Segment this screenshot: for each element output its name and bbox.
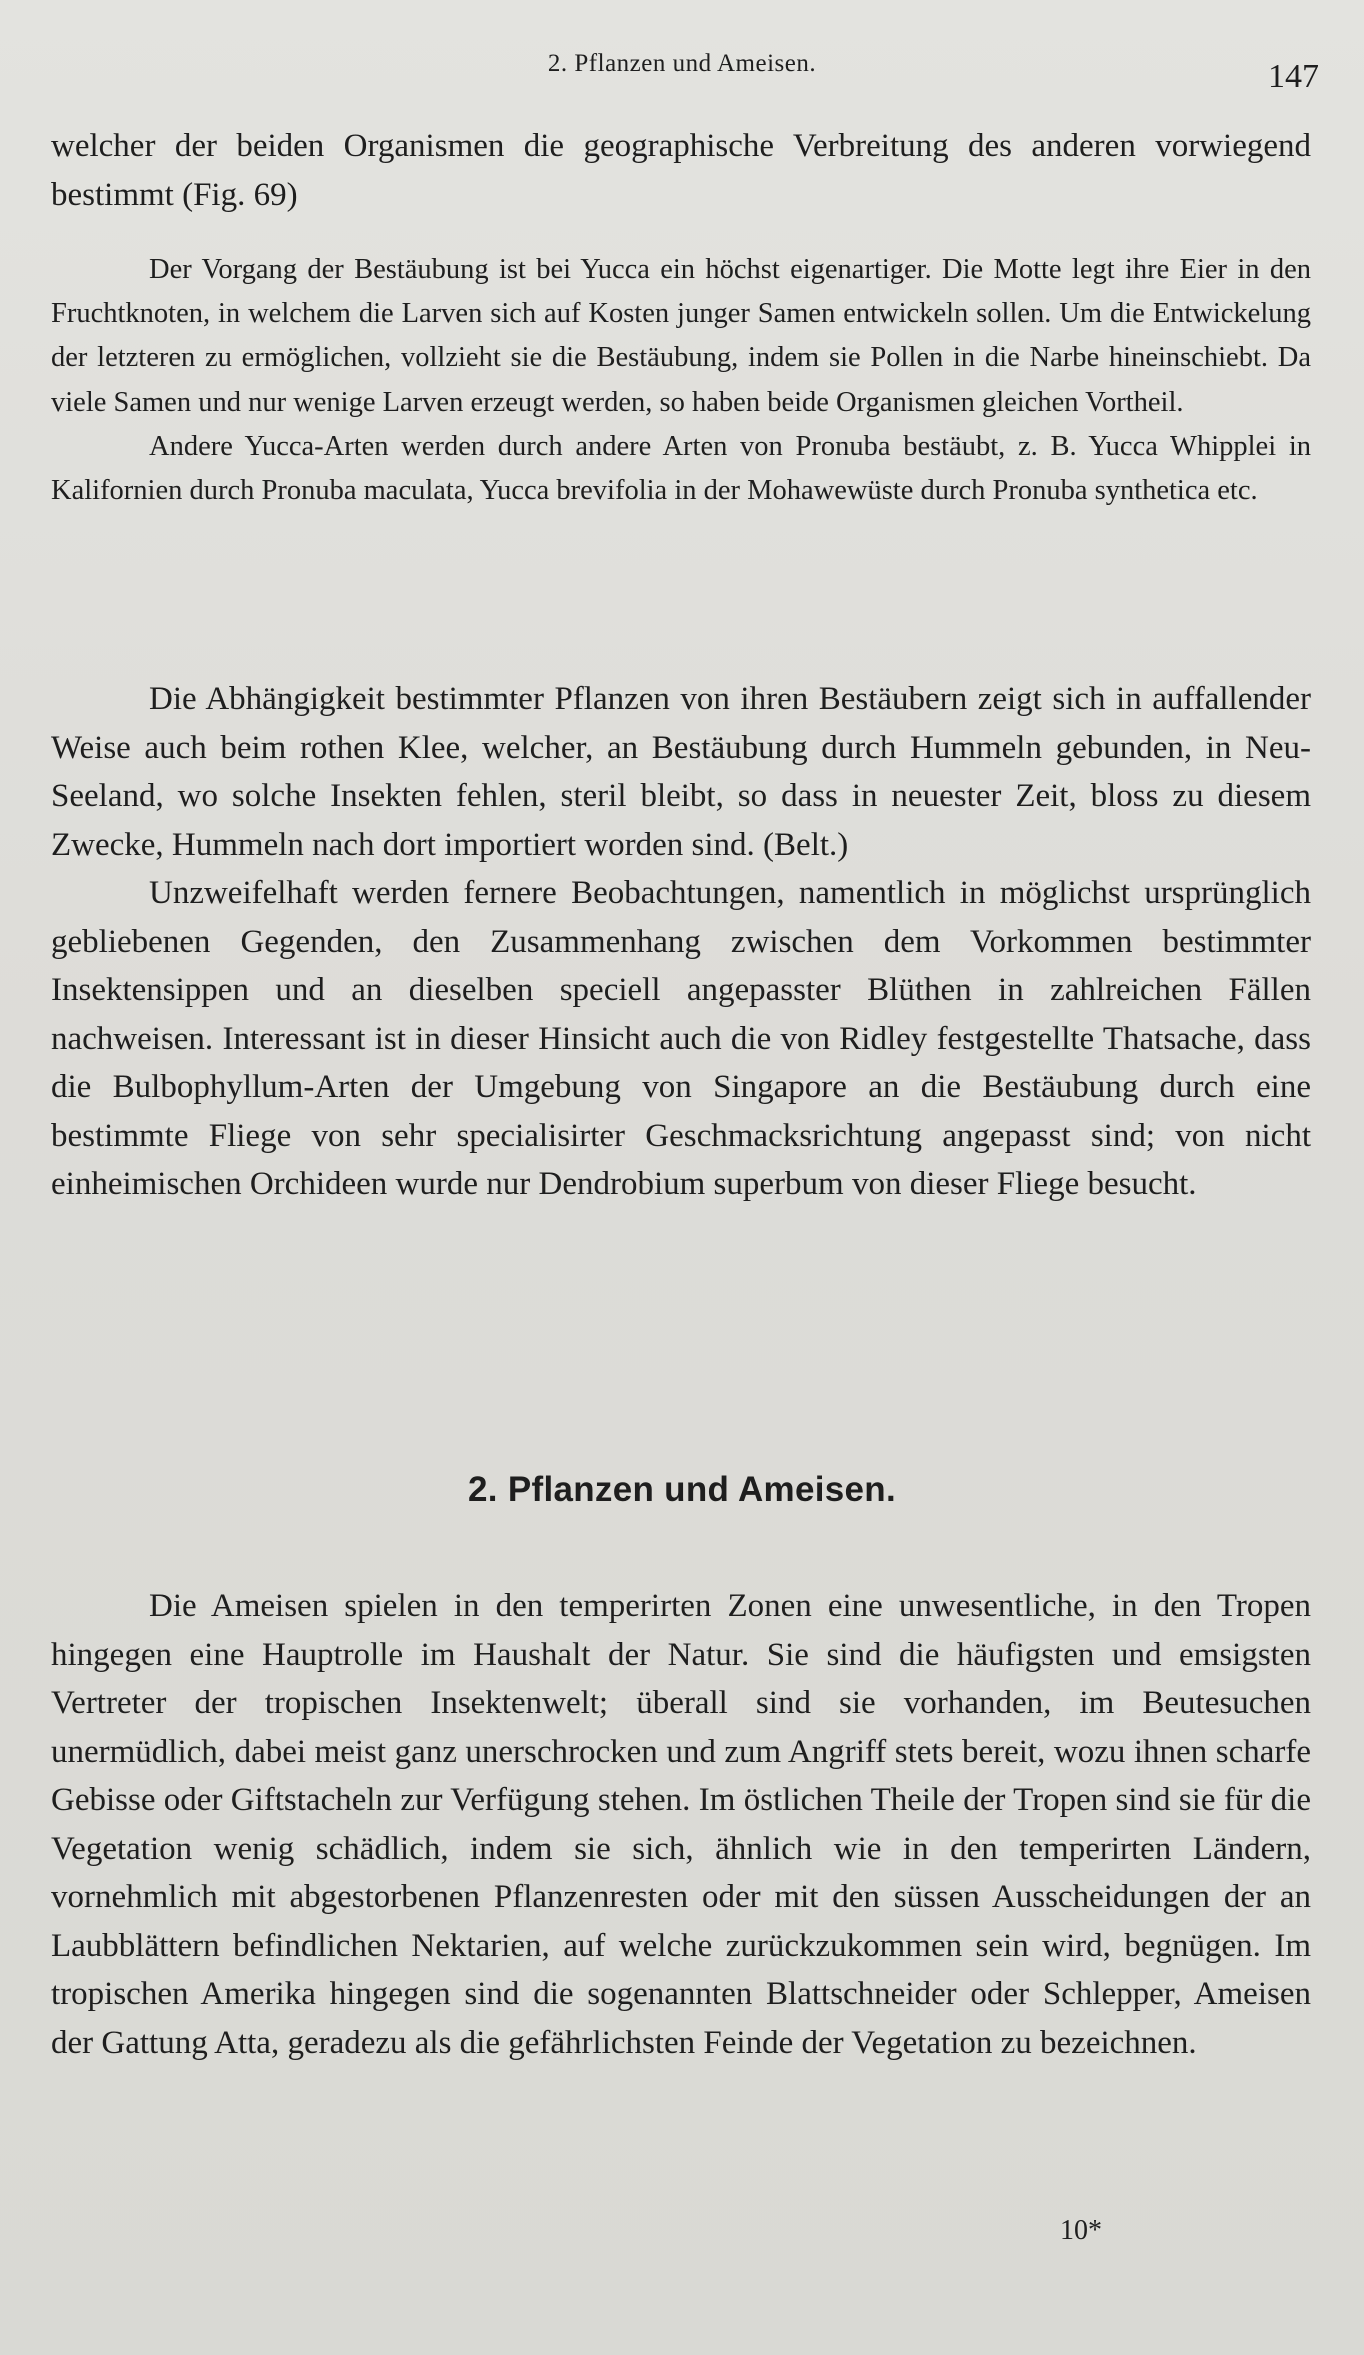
running-head: 2. Pflanzen und Ameisen. <box>547 50 817 77</box>
page-number: 147 <box>1268 58 1319 95</box>
paragraph-6: Die Ameisen spielen in den temperirten Zonen eine unwesentliche, in den Tropen hingegen eine Hauptrolle im Haushalt der Natur. Sie sind die häufigsten und emsigsten Vertreter der tropischen Insektenwelt; überall sind sie vorhanden, im Beutesuchen unermüdlich, dabei meist ganz unerschrocken und zum Angriff stets bereit, wozu ihnen scharfe Gebisse oder Giftstacheln zur Verfügung stehen. Im östlichen Theile der Tropen sind sie für die Vegetation wenig schädlich, indem sie sich, ähnlich wie in den temperirten Ländern, vornehmlich mit abgestorbenen Pflanzenresten oder mit den süssen Ausscheidungen der an Laubblättern befindlichen Nektarien, auf welche zurückzukommen sein wird, begnügen. Im tropischen Amerika hingegen sind die sogenannten Blattschneider oder Schlepper, Ameisen der Gattung Atta, geradezu als die gefährlichsten Feinde der Vegetation zu bezeichnen. <box>51 1588 1311 2061</box>
paragraph-4: Die Abhängigkeit bestimmter Pflanzen von ihren Bestäubern zeigt sich in auffallender Weise auch beim rothen Klee, welcher, an Bestäubung durch Hummeln gebunden, in Neu-Seeland, wo solche Insekten fehlen, steril bleibt, so dass in neuester Zeit, bloss zu diesem Zwecke, Hummeln nach dort importiert worden sind. (Belt.) <box>51 681 1311 863</box>
paragraph-1: welcher der beiden Organismen die geographische Verbreitung des anderen vorwiegend bestimmt (Fig. 69) <box>51 128 1311 213</box>
section-text-block <box>51 1582 1311 2067</box>
paragraph-2: Der Vorgang der Bestäubung ist bei Yucca ein höchst eigenartiger. Die Motte legt ihre Eier in den Fruchtknoten, in welchem die Larven sich auf Kosten junger Samen entwickeln sollen. Um die Entwickelung der letzteren zu ermöglichen, vollzieht sie die Bestäubung, indem sie Pollen in die Narbe hineinschiebt. Da viele Samen und nur wenige Larven erzeugt werden, so haben beide Organismen gleichen Vortheil. <box>51 254 1311 418</box>
small-print-block <box>51 248 1311 513</box>
main-text-block <box>51 675 1311 1209</box>
paragraph-3: Andere Yucca-Arten werden durch andere Arten von Pronuba bestäubt, z. B. Yucca Whipplei in Kalifornien durch Pronuba maculata, Yucca brevifolia in der Mohawewüste durch Pronuba synthetica etc. <box>51 430 1311 507</box>
paragraph-5: Unzweifelhaft werden fernere Beobachtungen, namentlich in möglichst ursprünglich gebliebenen Gegenden, den Zusammenhang zwischen dem Vorkommen bestimmter Insektensippen und an dieselben speciell angepasster Blüthen in zahlreichen Fällen nachweisen. Interessant ist in dieser Hinsicht auch die von Ridley festgestellte Thatsache, dass die Bulbophyllum-Arten der Umgebung von Singapore an die Bestäubung durch eine bestimmte Fliege von sehr specialisirter Geschmacksrichtung angepasst sind; von nicht einheimischen Orchideen wurde nur Dendrobium superbum von dieser Fliege besucht. <box>51 875 1311 1202</box>
page-header <box>0 46 1364 95</box>
paragraph-continuation <box>51 122 1311 219</box>
signature-mark: 10* <box>1060 2215 1102 2246</box>
section-title: 2. Pflanzen und Ameisen. <box>468 1470 896 1509</box>
